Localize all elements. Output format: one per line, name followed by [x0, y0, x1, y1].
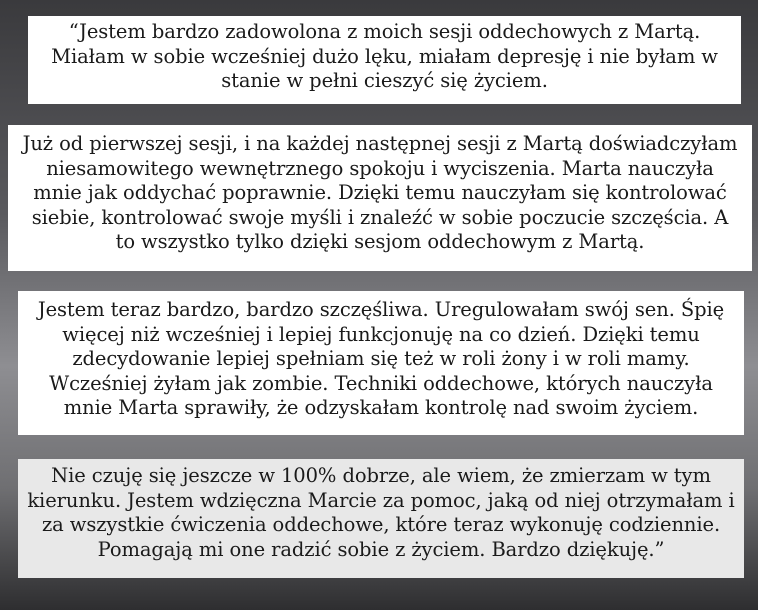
text-line: Miałam w sobie wcześniej dużo lęku, miałam depresję i nie byłam w — [51, 44, 718, 68]
text-line: niesamowitego wewnętrznego spokoju i wyciszenia. Marta nauczyła — [46, 156, 714, 180]
text-line: mnie Marta sprawiły, że odzyskałam kontrolę nad swoim życiem. — [63, 396, 699, 419]
text-line: Jestem teraz bardzo, bardzo szczęśliwa. Uregulowałam swój sen. Śpię — [37, 298, 725, 321]
text-line: to wszystko tylko dzięki sesjom oddechowym z Martą. — [115, 230, 645, 253]
text-line: Wcześniej żyłam jak zombie. Techniki oddechowe, których nauczyła — [49, 371, 713, 395]
text-line: “Jestem bardzo zadowolona z moich sesji oddechowych z Martą. — [68, 20, 701, 43]
testimonial-box-2 — [8, 125, 752, 271]
text-line: Pomagają mi one radzić sobie z życiem. Bardzo dziękuję.” — [97, 537, 665, 561]
text-line: zdecydowanie lepiej spełniam się też w roli żony i w roli mamy. — [72, 347, 690, 370]
text-line: Nie czuję się jeszcze w 100% dobrze, ale wiem, że zmierzam w tym — [51, 464, 711, 487]
text-line: więcej niż wcześniej i lepiej funkcjonuję na co dzień. Dzięki temu — [62, 322, 700, 346]
testimonial-box-3 — [18, 291, 744, 435]
text-line: Już od pierwszej sesji, i na każdej następnej sesji z Martą doświadczyłam — [22, 132, 738, 155]
testimonial-box-1 — [28, 16, 741, 104]
text-line: za wszystkie ćwiczenia oddechowe, które teraz wykonuję codziennie. — [41, 513, 721, 536]
testimonial-box-4 — [18, 459, 744, 578]
text-line: stanie w pełni cieszyć się życiem. — [221, 69, 548, 92]
text-line: mnie jak oddychać poprawnie. Dzięki temu nauczyłam się kontrolować — [33, 181, 727, 204]
text-line: kierunku. Jestem wdzięczna Marcie za pomoc, jaką od niej otrzymałam i — [27, 488, 735, 512]
text-line: siebie, kontrolować swoje myśli i znaleźć w sobie poczucie szczęścia. A — [31, 205, 729, 229]
